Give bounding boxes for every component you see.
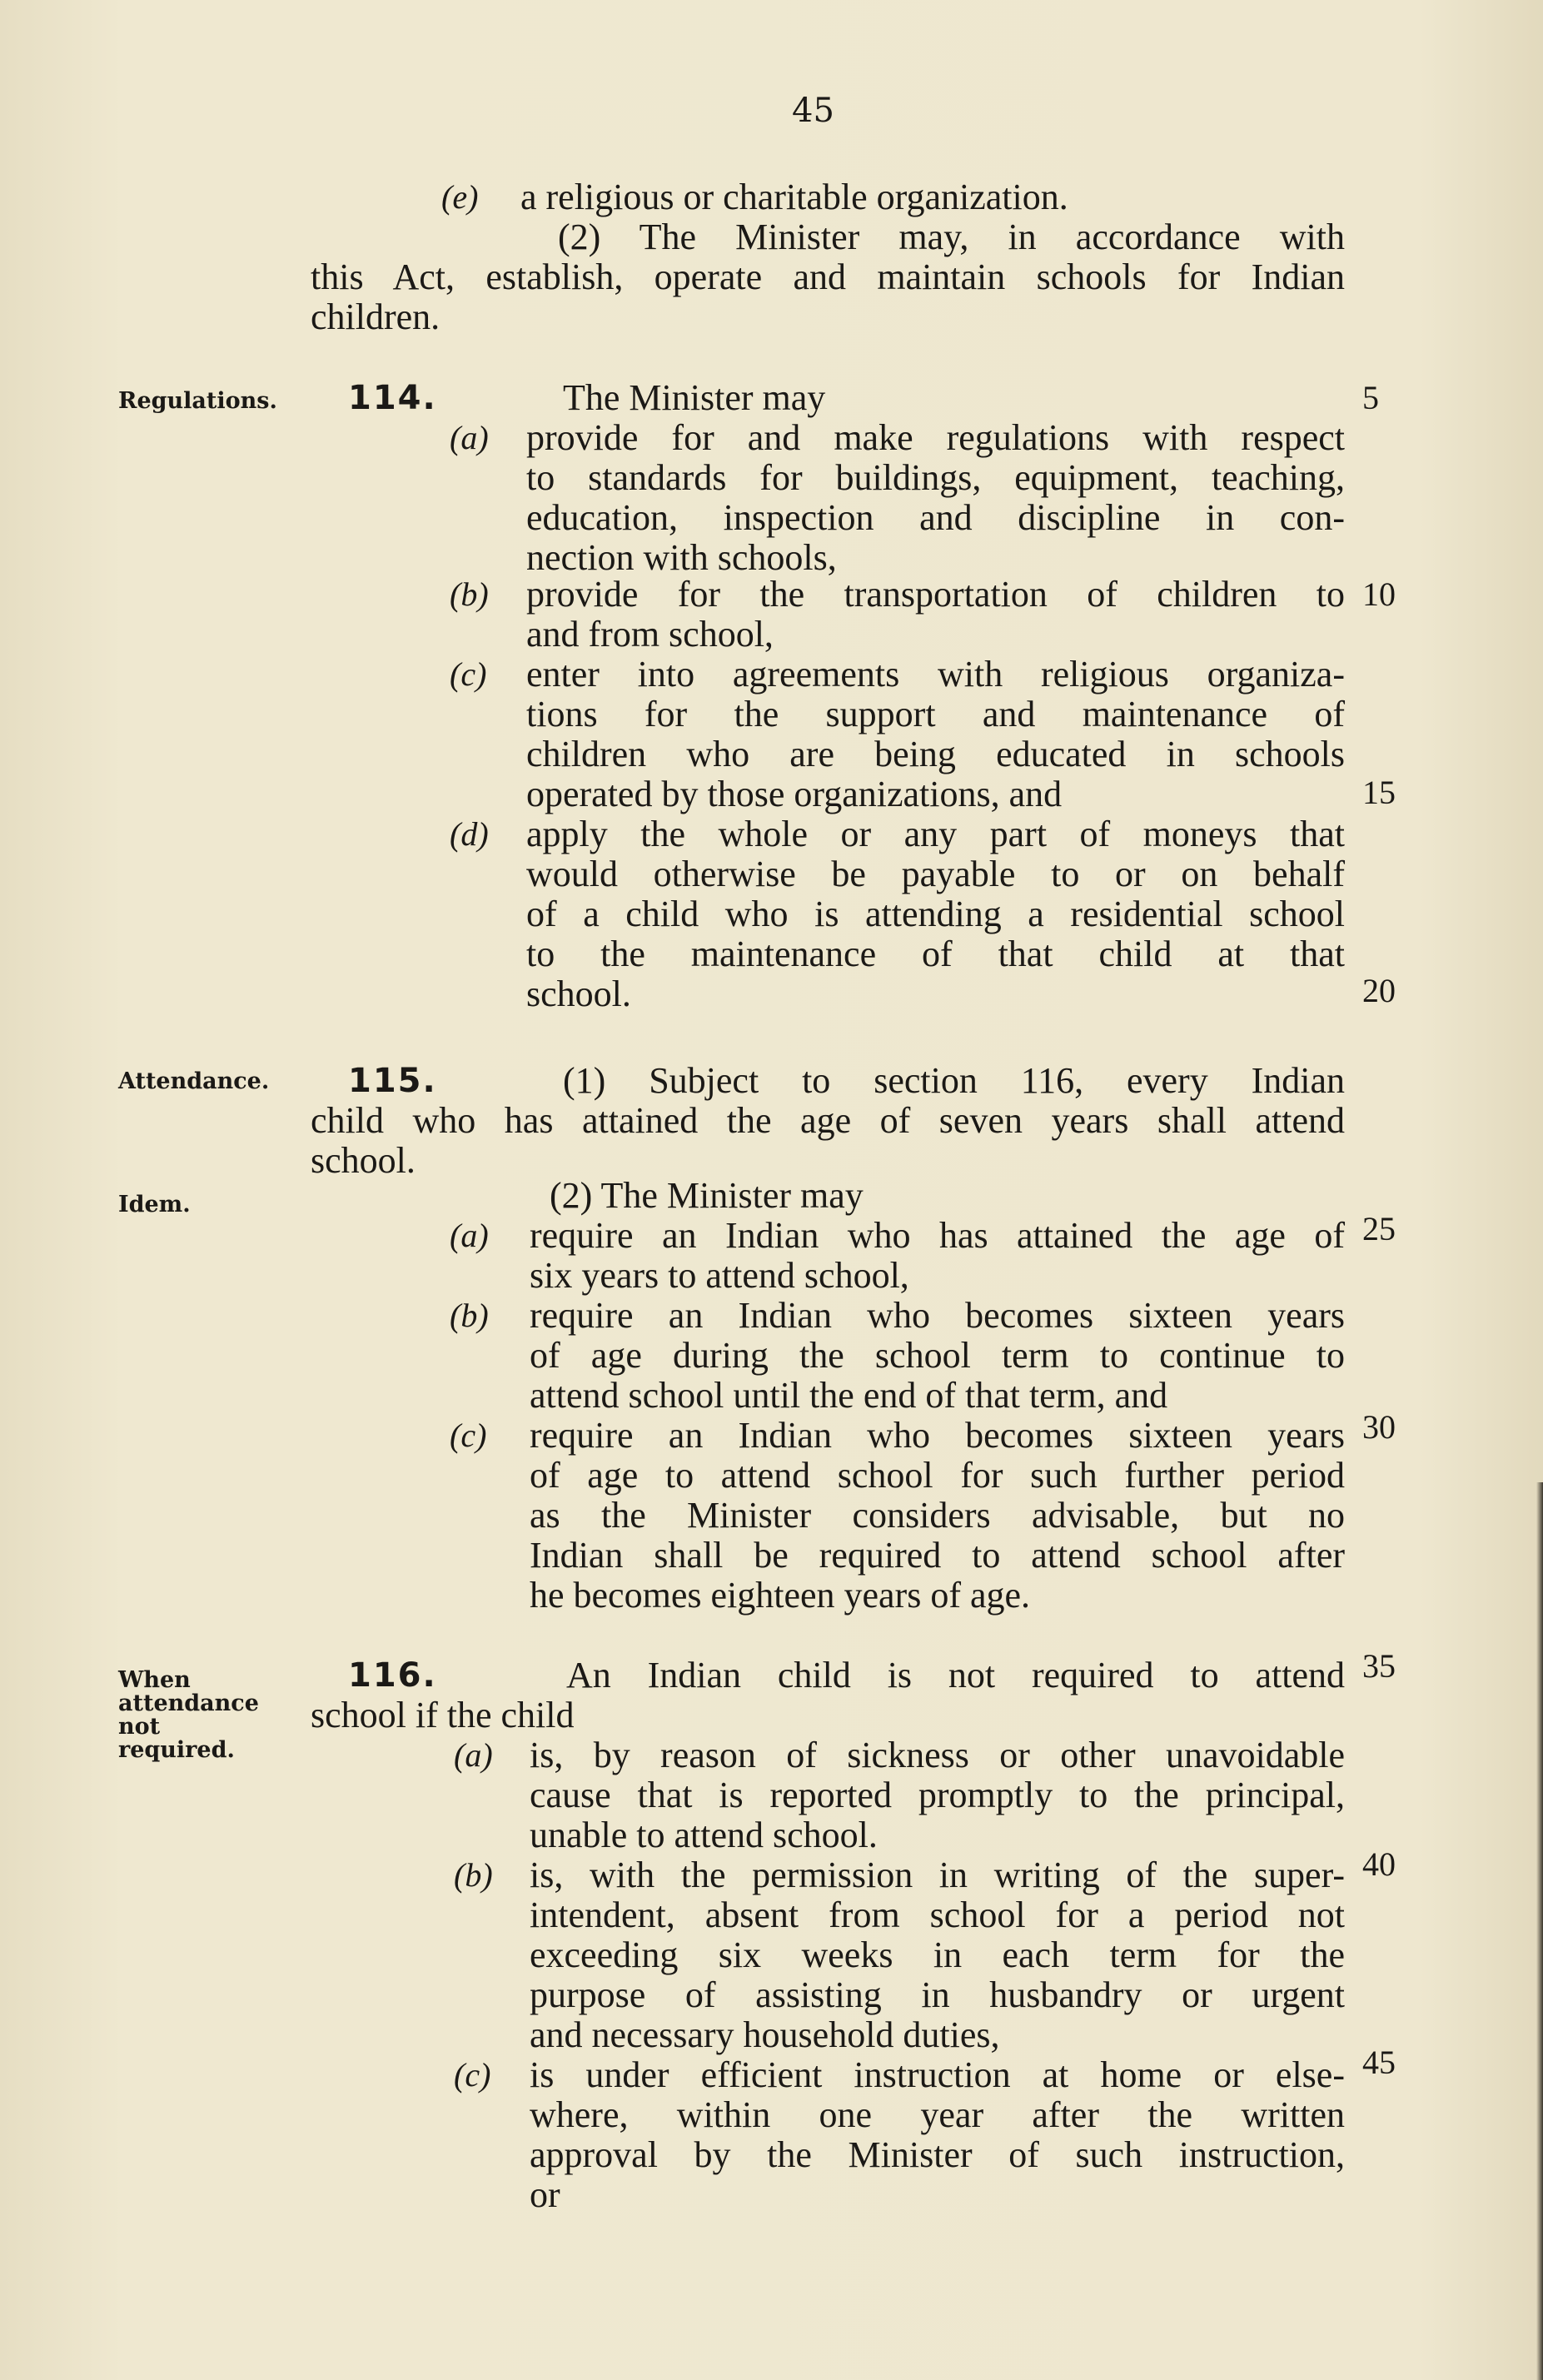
item-line: attend school until the end of that term, and [530,1375,1168,1416]
item-line: to the maintenance of that child at that [526,934,1345,974]
item-line: education, inspection and discipline in con- [526,497,1345,538]
margin-note-attendance: Attendance. [118,1068,270,1094]
section-number: 115. [348,1062,437,1100]
item-line: require an Indian who becomes sixteen years [530,1295,1345,1336]
line-number: 30 [1362,1408,1396,1446]
item-label: (d) [450,815,489,853]
body-line: school. [311,1140,416,1181]
item-line: require an Indian who has attained the age of [530,1215,1345,1256]
para-text: a religious or charitable organization. [520,177,1068,217]
item-line: of a child who is attending a residential school [526,894,1345,934]
item-line: intendent, absent from school for a period not [530,1895,1345,1935]
item-line: is under efficient instruction at home or else- [530,2054,1345,2095]
item-line: he becomes eighteen years of age. [530,1575,1031,1616]
item-line: enter into agreements with religious organiza- [526,654,1345,695]
line-number: 20 [1362,972,1396,1009]
item-label: (a) [454,1736,493,1774]
body-line: child who has attained the age of seven years shall attend [311,1100,1345,1141]
margin-note-when-line2: attendance [118,1690,259,1716]
item-line: operated by those organizations, and [526,774,1063,814]
item-line: where, within one year after the written [530,2094,1345,2135]
item-line: unable to attend school. [530,1815,878,1855]
item-label: (b) [450,1297,489,1334]
body-line: An Indian child is not required to attend [566,1655,1345,1695]
item-line: school. [526,973,631,1014]
page-edge-shadow [1536,1482,1543,2380]
item-line: nection with schools, [526,537,837,578]
item-label: (b) [450,575,489,613]
item-line: purpose of assisting in husbandry or urgent [530,1974,1345,2015]
line-number: 40 [1362,1845,1396,1883]
item-line: tions for the support and maintenance of [526,694,1345,734]
line-number: 25 [1362,1210,1396,1247]
item-line: exceeding six weeks in each term for the [530,1934,1345,1975]
item-line: as the Minister considers advisable, but no [530,1495,1345,1536]
body-line: school if the child [311,1695,575,1735]
item-line: of age during the school term to continue to [530,1335,1345,1376]
item-line: six years to attend school, [530,1255,909,1296]
item-line: apply the whole or any part of moneys that [526,814,1345,854]
item-line: children who are being educated in schools [526,734,1345,774]
line-number: 45 [1362,2044,1396,2081]
section-intro: The Minister may [563,377,826,418]
body-line: (1) Subject to section 116, every Indian [563,1060,1345,1101]
line-number: 35 [1362,1647,1396,1685]
item-line: or [530,2174,560,2215]
item-line: and from school, [526,614,774,655]
item-line: approval by the Minister of such instruction, [530,2134,1345,2175]
line-number: 10 [1362,575,1396,613]
body-line: (2) The Minister may, in accordance with [558,217,1345,257]
page-number: 45 [792,92,834,130]
item-line: provide for the transportation of children to [526,574,1345,615]
line-number: 15 [1362,774,1396,811]
body-line: (2) The Minister may [550,1175,864,1216]
item-line: of age to attend school for such further period [530,1455,1345,1496]
margin-note-when-line3: not [118,1714,161,1740]
item-line: would otherwise be payable to or on behalf [526,854,1345,894]
item-label: (a) [450,1217,489,1254]
item-label: (c) [454,2056,491,2094]
margin-note-regulations: Regulations. [118,388,277,414]
item-label: (c) [450,655,487,693]
margin-note-idem: Idem. [118,1192,191,1217]
line-number: 5 [1362,379,1379,416]
item-line: cause that is reported promptly to the principal, [530,1775,1345,1815]
item-line: to standards for buildings, equipment, teaching, [526,457,1345,498]
section-number: 116. [348,1656,437,1695]
item-line: require an Indian who becomes sixteen years [530,1415,1345,1456]
item-label: (a) [450,419,489,456]
body-line: this Act, establish, operate and maintain schools for Indian [311,256,1345,297]
margin-note-when-line4: required. [118,1737,235,1763]
item-line: provide for and make regulations with respect [526,417,1345,458]
item-label: (c) [450,1417,487,1454]
section-number: 114. [348,379,437,417]
body-line: children. [311,296,441,337]
item-line: is, by reason of sickness or other unavoidable [530,1735,1345,1775]
item-label: (b) [454,1856,493,1894]
para-label: (e) [441,178,479,216]
item-line: and necessary household duties, [530,2014,1000,2055]
item-line: is, with the permission in writing of the super- [530,1855,1345,1895]
margin-note-when-line1: When [118,1667,191,1693]
item-line: Indian shall be required to attend school after [530,1535,1345,1576]
